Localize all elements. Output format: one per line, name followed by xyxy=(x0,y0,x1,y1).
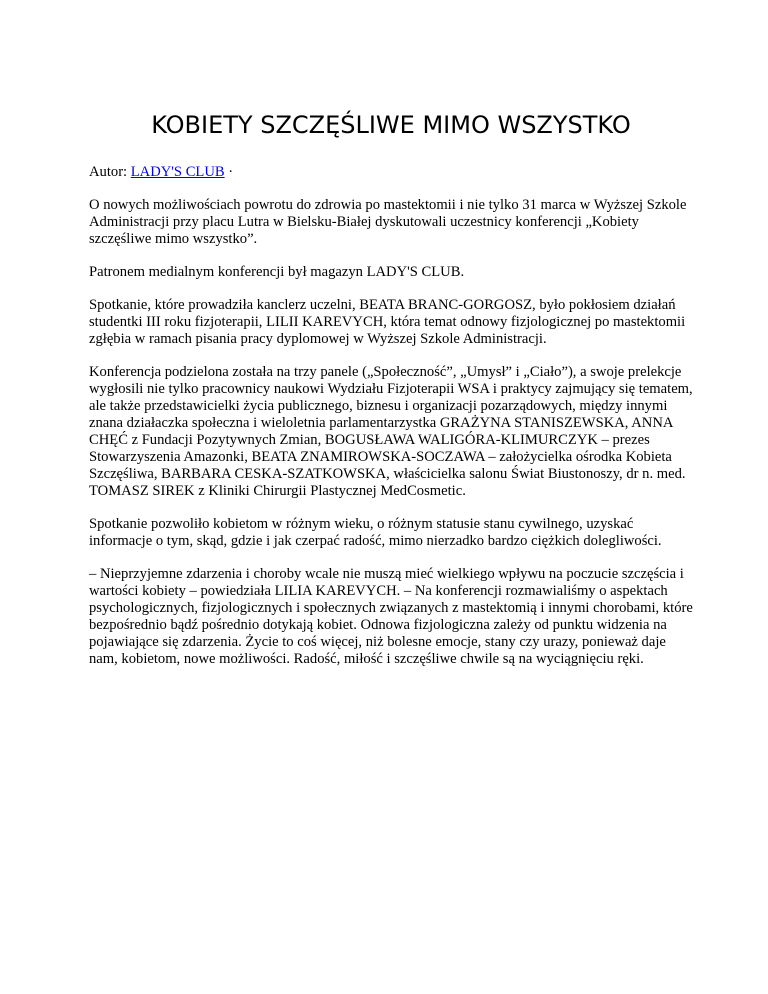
paragraph-quote: – Nieprzyjemne zdarzenia i choroby wcale nie muszą mieć wielkiego wpływu na poczucie szczęścia i wartości kobiety – powiedziała LILIA KAREVYCH. – Na konferencji rozmawialiśmy o aspektach psychologicznych, fizjologicznych i społecznych związanych z mastektomią i innymi chorobami, które bezpośrednio bądź pośrednio dotykają kobiet. Odnowa fizjologiczna zależy od punktu widzenia na pojawiające się zdarzenia. Życie to coś więcej, niż bolesne emocje, stany czy urazy, ponieważ daje nam, kobietom, nowe możliwości. Radość, miłość i szczęśliwe chwile są na wyciągnięciu ręki. xyxy=(89,566,693,667)
author-suffix: · xyxy=(224,164,234,180)
author-prefix: Autor: xyxy=(89,164,131,180)
paragraph-meeting: Spotkanie, które prowadziła kanclerz uczelni, BEATA BRANC-GORGOSZ, było pokłosiem działań studentki III roku fizjoterapii, LILII KAREVYCH, która temat odnowy fizjologicznej po mastektomii zgłębia w ramach pisania pracy dyplomowej w Wyższej Szkole Administracji. xyxy=(89,297,686,347)
paragraph-outcome: Spotkanie pozwoliło kobietom w różnym wieku, o różnym statusie stanu cywilnego, uzyskać informacje o tym, skąd, gdzie i jak czerpać radość, mimo nierzadko bardzo ciężkich dolegliwości. xyxy=(89,516,662,549)
paragraph-intro: O nowych możliwościach powrotu do zdrowia po mastektomii i nie tylko 31 marca w Wyższej Szkole Administracji przy placu Lutra w Bielsku-Białej dyskutowali uczestnicy konferencji „Kobiety szczęśliwe mimo wszystko”. xyxy=(89,197,687,247)
article-title: KOBIETY SZCZĘŚLIWE MIMO WSZYSTKO xyxy=(151,111,631,139)
paragraph-patron: Patronem medialnym konferencji był magazyn LADY'S CLUB. xyxy=(89,264,465,280)
paragraph-panels: Konferencja podzielona została na trzy panele („Społeczność”, „Umysł” i „Ciało”), a swoje prelekcje wygłosili nie tylko pracownicy naukowi Wydziału Fizjoterapii WSA i praktycy zajmujący się tematem, ale także przedstawicielki życia publicznego, biznesu i organizacji pozarządowych, między innymi znana działaczka społeczna i wieloletnia parlamentarzystka GRAŻYNA STANISZEWSKA, ANNA CHĘĆ z Fundacji Pozytywnych Zmian, BOGUSŁAWA WALIGÓRA-KLIMURCZYK – prezes Stowarzyszenia Amazonki, BEATA ZNAMIROWSKA-SOCZAWA – założycielka ośrodka Kobieta Szczęśliwa, BARBARA CESKA-SZATKOWSKA, właścicielka salonu Świat Biustonoszy, dr n. med. TOMASZ SIREK z Kliniki Chirurgii Plastycznej MedCosmetic. xyxy=(89,364,693,499)
article xyxy=(89,0,693,668)
author-byline xyxy=(89,164,693,181)
author-link[interactable]: LADY'S CLUB xyxy=(130,164,225,180)
